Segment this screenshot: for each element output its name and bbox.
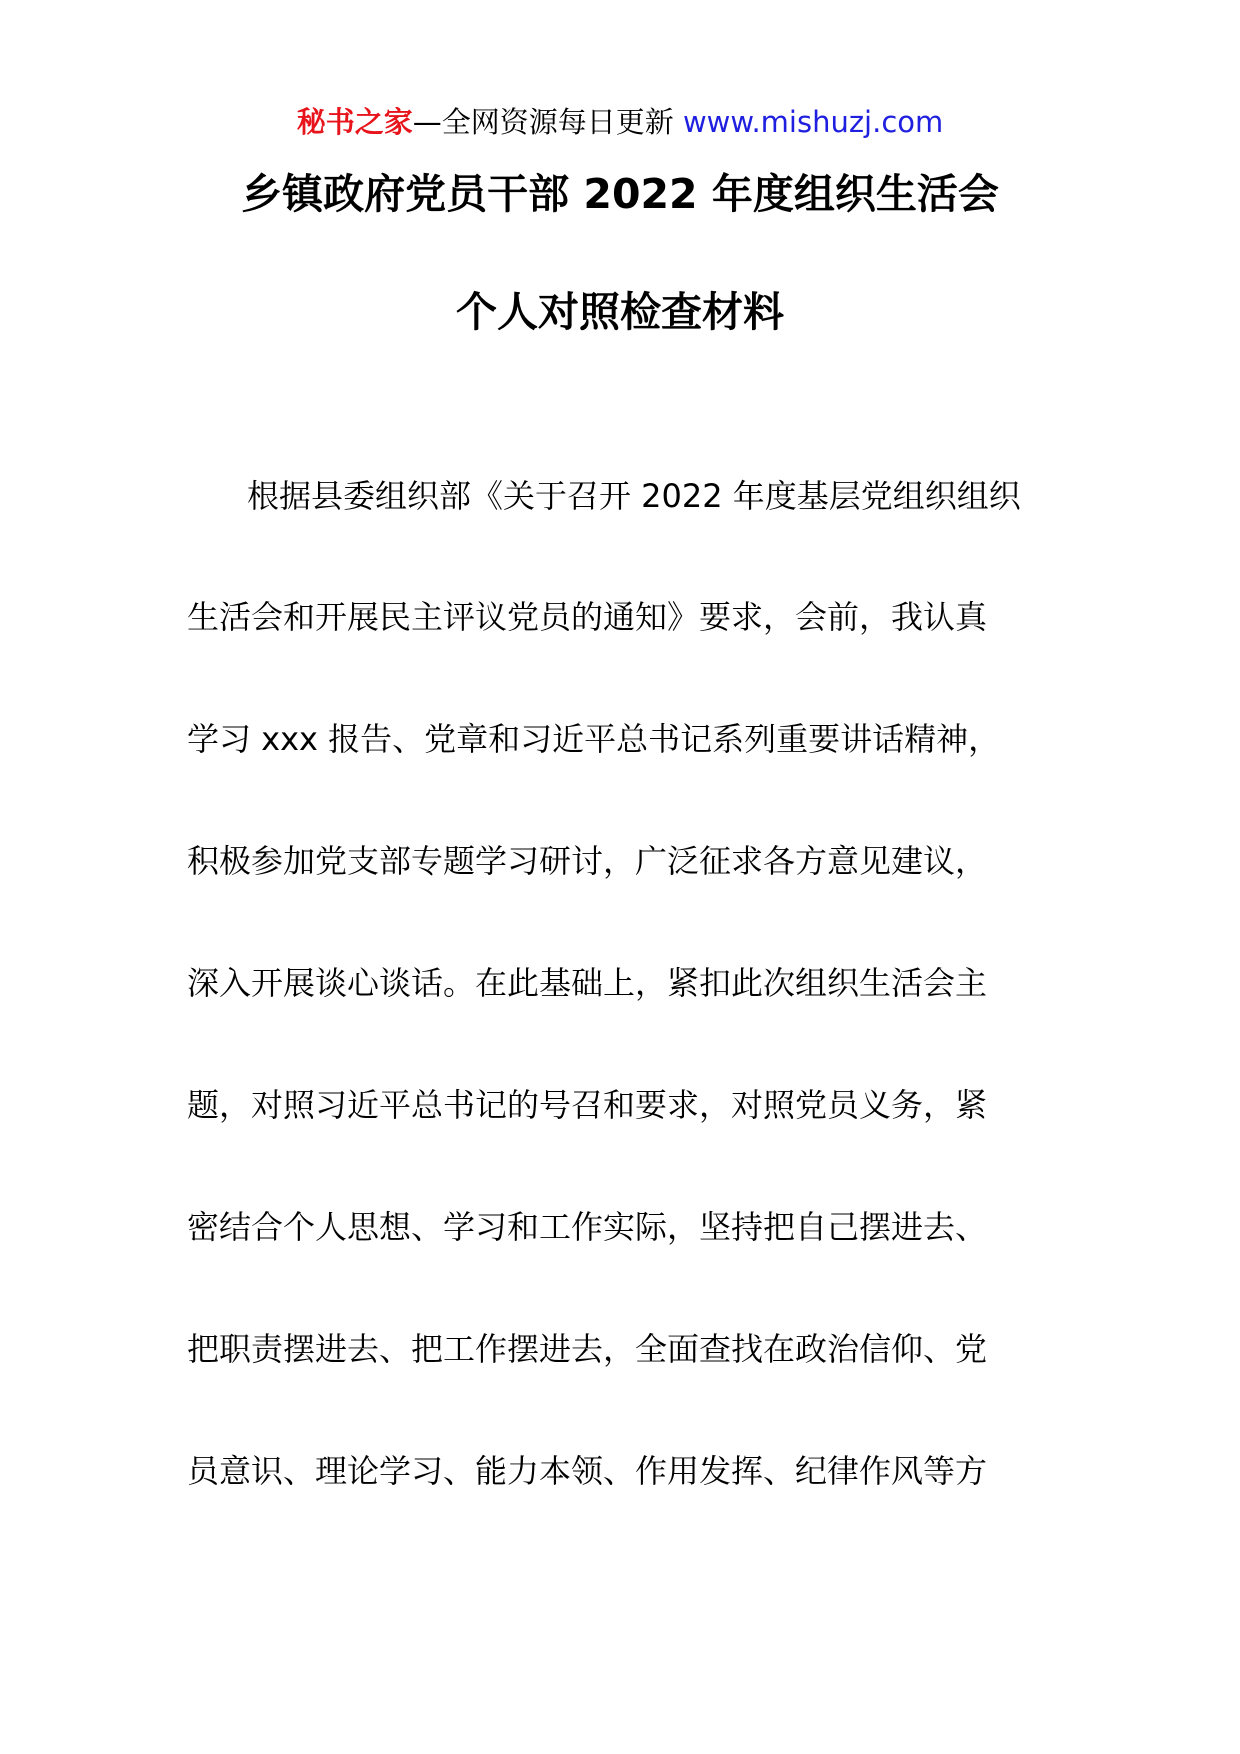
body-line-3: 学习 xxx 报告、党章和习近平总书记系列重要讲话精神， [187,720,1001,758]
document-title-line-1: 乡镇政府党员干部 2022 年度组织生活会 [241,170,999,218]
body-line-6: 题，对照习近平总书记的号召和要求，对照党员义务，紧 [187,1086,988,1124]
body-line-9: 员意识、理论学习、能力本领、作用发挥、纪律作风等方 [187,1452,988,1490]
site-header [0,100,1240,144]
site-url-link[interactable]: www.mishuzj.com [682,105,944,139]
body-line-1: 根据县委组织部《关于召开 2022 年度基层党组织组织 [247,477,1021,515]
body-line-2: 生活会和开展民主评议党员的通知》要求，会前，我认真 [187,598,988,636]
body-line-7: 密结合个人思想、学习和工作实际，坚持把自己摆进去、 [187,1208,988,1246]
body-line-4: 积极参加党支部专题学习研讨，广泛征求各方意见建议， [187,842,988,880]
body-line-8: 把职责摆进去、把工作摆进去，全面查找在政治信仰、党 [187,1330,988,1368]
site-brand: 秘书之家 [296,105,413,139]
body-line-5: 深入开展谈心谈话。在此基础上，紧扣此次组织生活会主 [187,964,988,1002]
document-title-line-2: 个人对照检查材料 [456,288,784,336]
site-tagline: —全网资源每日更新 [412,105,683,139]
